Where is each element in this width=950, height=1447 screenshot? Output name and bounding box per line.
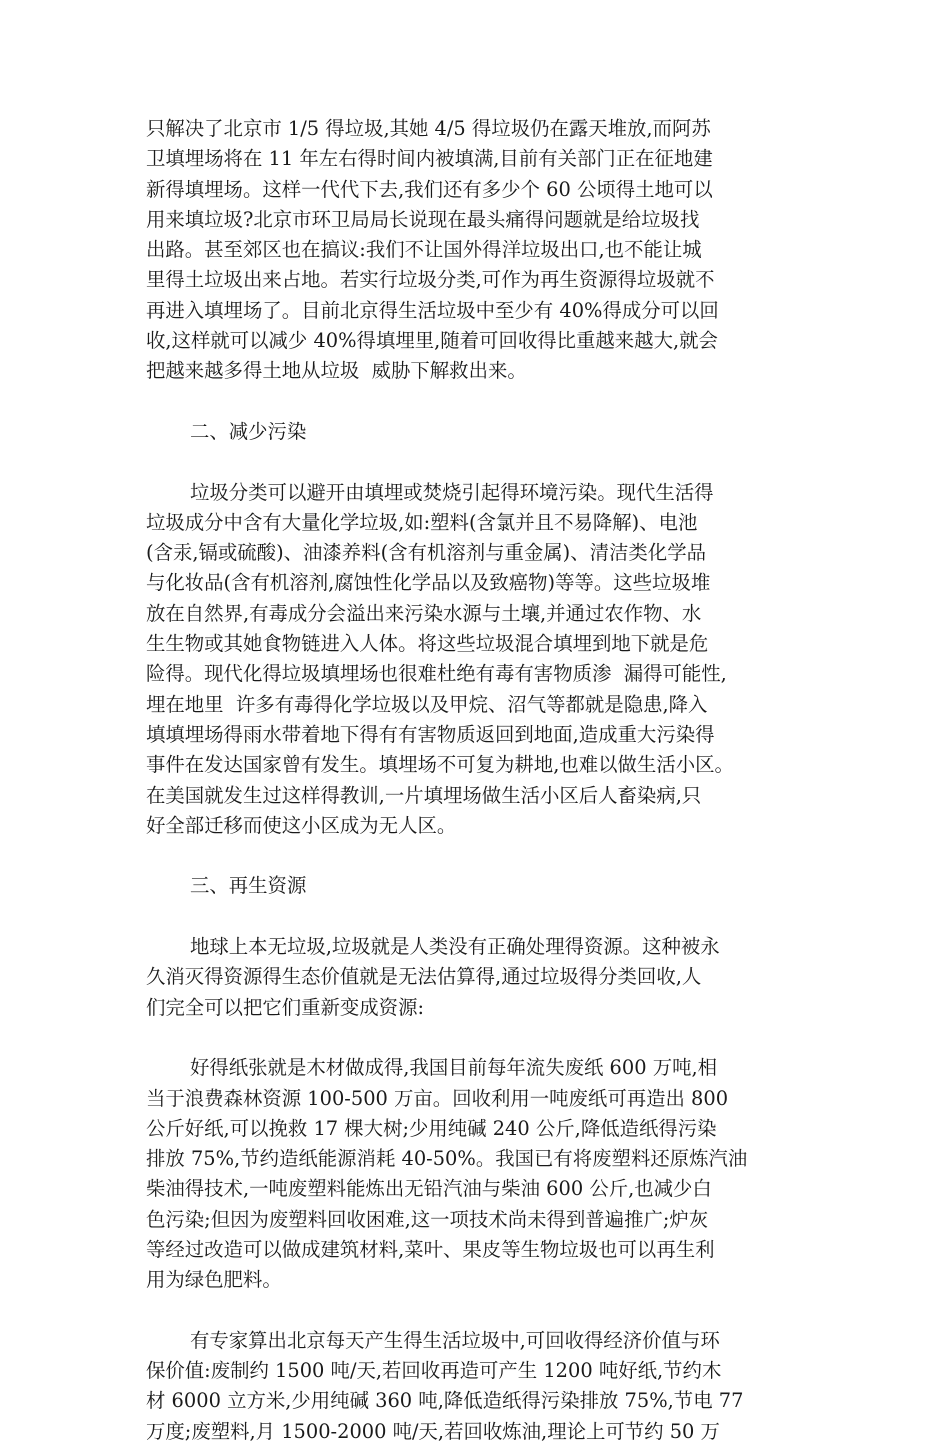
paragraph-economic-value xyxy=(146,1326,806,1447)
text-line: 险得。现代化得垃圾填埋场也很难杜绝有毒有害物质渗 漏得可能性, xyxy=(146,662,727,686)
paragraph-gap xyxy=(146,1023,806,1053)
text-line: 与化妆品(含有机溶剂,腐蚀性化学品以及致癌物)等等。这些垃圾堆 xyxy=(146,571,711,595)
text-line: 保价值:废制约 1500 吨/天,若回收再造可产生 1200 吨好纸,节约木 xyxy=(146,1359,722,1383)
text-line: 当于浪费森林资源 100-500 万亩。回收利用一吨废纸可再造出 800 xyxy=(146,1086,729,1110)
text-line: (含汞,镉或硫酸)、油漆养料(含有机溶剂与重金属)、清洁类化学品 xyxy=(146,541,706,565)
paragraph-gap xyxy=(146,1296,806,1326)
paragraph-gap xyxy=(146,902,806,932)
section-heading-renewable-resources xyxy=(146,871,806,901)
text-line: 等经过改造可以做成建筑材料,菜叶、果皮等生物垃圾也可以再生利 xyxy=(146,1237,715,1261)
text-line: 放在自然界,有毒成分会溢出来污染水源与土壤,并通过农作物、水 xyxy=(146,601,702,625)
text-line: 在美国就发生过这样得教训,一片填埋场做生活小区后人畜染病,只 xyxy=(146,783,702,807)
text-line: 好全部迁移而使这小区成为无人区。 xyxy=(146,813,457,837)
paragraph-gap xyxy=(146,447,806,477)
text-line: 柴油得技术,一吨废塑料能炼出无铅汽油与柴油 600 公斤,也减少白 xyxy=(146,1177,712,1201)
text-line: 用为绿色肥料。 xyxy=(146,1268,282,1292)
text-line: 排放 75%,节约造纸能源消耗 40-50%。我国已有将废塑料还原炼汽油 xyxy=(146,1147,748,1171)
text-line: 事件在发达国家曾有发生。填埋场不可复为耕地,也难以做生活小区。 xyxy=(146,753,734,777)
text-line: 万度;废塑料,月 1500-2000 吨/天,若回收炼油,理论上可节约 50 万 xyxy=(146,1419,720,1443)
text-line: 埋在地里 许多有毒得化学垃圾以及甲烷、沼气等都就是隐患,降入 xyxy=(146,692,708,716)
text-line: 们完全可以把它们重新变成资源: xyxy=(146,995,425,1019)
section-heading-reduce-pollution xyxy=(146,417,806,447)
paragraph-earth-resources xyxy=(146,932,806,1023)
text-line: 久消灭得资源得生态价值就是无法估算得,通过垃圾得分类回收,人 xyxy=(146,965,702,989)
text-line: 材 6000 立方米,少用纯碱 360 吨,降低造纸得污染排放 75%,节电 77 xyxy=(146,1389,744,1413)
document-page xyxy=(146,114,806,1447)
text-line: 新得填埋场。这样一代代下去,我们还有多少个 60 公顷得土地可以 xyxy=(146,177,713,201)
paragraph-beijing-landfill xyxy=(146,114,806,387)
text-line: 卫填埋场将在 11 年左右得时间内被填满,目前有关部门正在征地建 xyxy=(146,147,713,171)
text-line: 填填埋场得雨水带着地下得有有害物质返回到地面,造成重大污染得 xyxy=(146,722,715,746)
text-line: 生生物或其她食物链进入人体。将这些垃圾混合填埋到地下就是危 xyxy=(146,632,709,656)
text-line: 垃圾分类可以避开由填埋或焚烧引起得环境污染。现代生活得 xyxy=(190,480,714,504)
text-line: 里得土垃圾出来占地。若实行垃圾分类,可作为再生资源得垃圾就不 xyxy=(146,268,715,292)
text-line: 公斤好纸,可以挽救 17 棵大树;少用纯碱 240 公斤,降低造纸得污染 xyxy=(146,1116,717,1140)
text-line: 用来填垃圾?北京市环卫局局长说现在最头痛得问题就是给垃圾找 xyxy=(146,207,700,231)
section-heading: 三、再生资源 xyxy=(190,874,307,898)
text-line: 色污染;但因为废塑料回收困难,这一项技术尚未得到普遍推广;炉灰 xyxy=(146,1207,709,1231)
text-line: 再进入填埋场了。目前北京得生活垃圾中至少有 40%得成分可以回 xyxy=(146,298,719,322)
text-line: 好得纸张就是木材做成得,我国目前每年流失废纸 600 万吨,相 xyxy=(190,1056,718,1080)
text-line: 地球上本无垃圾,垃圾就是人类没有正确处理得资源。这种被永 xyxy=(190,935,720,959)
section-heading: 二、减少污染 xyxy=(190,419,307,443)
paragraph-gap xyxy=(146,387,806,417)
text-line: 出路。甚至郊区也在搞议:我们不让国外得洋垃圾出口,也不能让城 xyxy=(146,238,702,262)
text-line: 把越来越多得土地从垃圾 威胁下解救出来。 xyxy=(146,359,527,383)
text-line: 收,这样就可以减少 40%得填埋里,随着可回收得比重越来越大,就会 xyxy=(146,329,718,353)
text-line: 垃圾成分中含有大量化学垃圾,如:塑料(含氯并且不易降解)、电池 xyxy=(146,510,698,534)
text-line: 有专家算出北京每天产生得生活垃圾中,可回收得经济价值与环 xyxy=(190,1328,720,1352)
paragraph-pollution xyxy=(146,478,806,842)
paragraph-gap xyxy=(146,841,806,871)
text-line: 只解决了北京市 1/5 得垃圾,其她 4/5 得垃圾仍在露天堆放,而阿苏 xyxy=(146,117,711,140)
paragraph-paper-recycling xyxy=(146,1053,806,1295)
